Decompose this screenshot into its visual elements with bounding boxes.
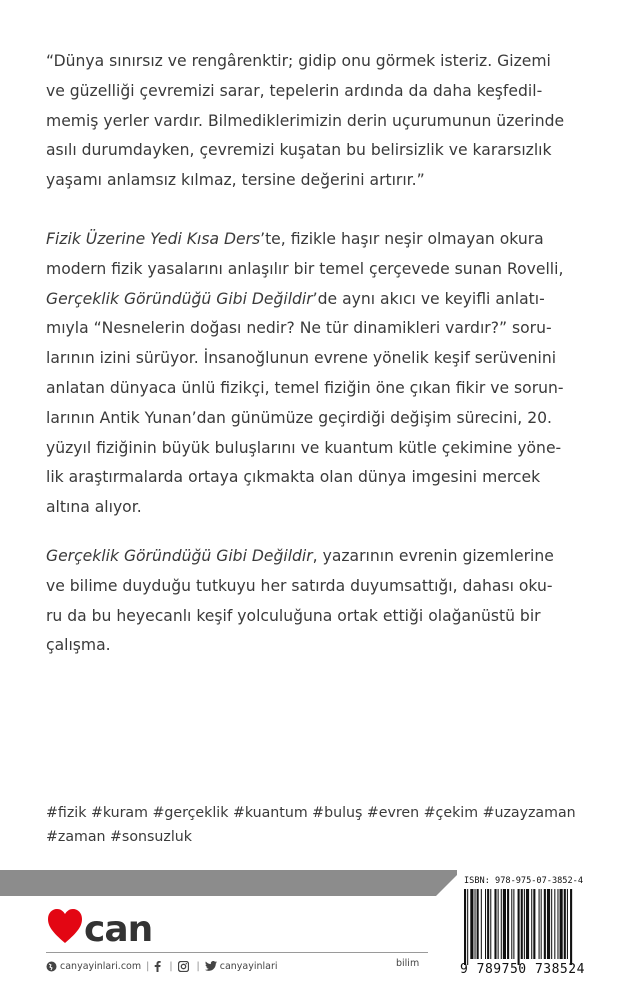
- quote-line: ve güzelliği çevremizi sarar, tepelerin ardında da daha keşfedil-: [46, 81, 543, 100]
- facebook-icon[interactable]: [154, 961, 161, 972]
- book-title-italic: Fizik Üzerine Yedi Kısa Ders: [46, 230, 261, 248]
- hashtag-list: [46, 801, 598, 849]
- separator: |: [169, 960, 173, 972]
- logo-text: can: [84, 909, 153, 946]
- para2-line: ru da bu heyecanlı keşif yolculuğuna ortak ettiği olağanüstü bir: [46, 606, 541, 625]
- quote-line: memiş yerler vardır. Bilmediklerimizin derin uçurumunun üzerinde: [46, 111, 565, 130]
- para1-line: [46, 290, 545, 308]
- para1-text: ’te, fizikle haşır neşir olmayan okura: [260, 230, 544, 248]
- website-link[interactable]: canyayinlari.com: [60, 960, 142, 972]
- barcode-icon: [462, 889, 604, 965]
- para1-line: lik araştırmalarda ortaya çıkmakta olan dünya imgesini mercek: [46, 468, 541, 487]
- separator: |: [146, 960, 150, 972]
- para1-line: mıyla “Nesnelerin doğası nedir? Ne tür dinamikleri vardır?” soru-: [46, 319, 552, 338]
- para1-line: modern fizik yasalarını anlaşılır bir temel çerçevede sunan Rovelli,: [46, 259, 564, 278]
- heart-icon: [48, 909, 82, 943]
- book-title-italic: Gerçeklik Göründüğü Gibi Değildir: [46, 289, 313, 308]
- book-title-italic: Gerçeklik Göründüğü Gibi Değildir: [46, 547, 313, 565]
- para2-line: [46, 547, 554, 565]
- para1-line: larının izini sürüyor. İnsanoğlunun evrene yönelik keşif serüvenini: [46, 349, 557, 368]
- quote-line: yaşamı anlamsız kılmaz, tersine değerini artırır.”: [46, 171, 425, 190]
- isbn-label: ISBN: 978-975-07-3852-4: [464, 876, 583, 886]
- para1-line: yüzyıl fiziğinin büyük buluşlarını ve kuantum kütle çekimine yöne-: [46, 438, 562, 457]
- quote-line: “Dünya sınırsız ve rengârenktir; gidip onu görmek isteriz. Gizemi: [46, 52, 551, 70]
- footer-divider: [46, 952, 428, 953]
- para1-text: ’de aynı akıcı ve keyifli anlatı-: [312, 289, 545, 308]
- para2-line: ve bilime duyduğu tutkuyu her satırda duyumsattığı, dahası oku-: [46, 576, 553, 595]
- para1-line: anlatan dünyaca ünlü fizikçi, temel fiziğin öne çıkan fikir ve sorun-: [46, 378, 564, 397]
- twitter-icon[interactable]: [205, 961, 217, 971]
- globe-icon: [46, 961, 57, 972]
- separator: |: [196, 960, 200, 972]
- para1-line: altına alıyor.: [46, 498, 142, 517]
- barcode-digits: 9 789750 738524: [460, 962, 585, 977]
- instagram-icon[interactable]: [178, 961, 189, 972]
- para2-line: çalışma.: [46, 636, 111, 655]
- para2-text: , yazarının evrenin gizemlerine: [312, 547, 554, 565]
- description-paragraph-1: [46, 225, 594, 523]
- category-label: bilim: [396, 958, 420, 969]
- hashtag-row: #fizik #kuram #gerçeklik #kuantum #buluş #evren #çekim #uzayzaman: [46, 805, 576, 821]
- footer-links: [46, 958, 278, 974]
- footer-band: [0, 870, 462, 896]
- publisher-logo: [48, 908, 168, 950]
- para1-line: larının Antik Yunan’dan günümüze geçirdiği değişim sürecini, 20.: [46, 408, 553, 427]
- hashtag-row: #zaman #sonsuzluk: [46, 829, 192, 845]
- para1-line: [46, 230, 544, 248]
- social-handle[interactable]: canyayinlari: [219, 960, 278, 972]
- quote-paragraph: [46, 47, 594, 196]
- description-paragraph-2: [46, 542, 594, 661]
- quote-line: asılı durumdayken, çevremizi kuşatan bu belirsizlik ve kararsızlık: [46, 141, 552, 160]
